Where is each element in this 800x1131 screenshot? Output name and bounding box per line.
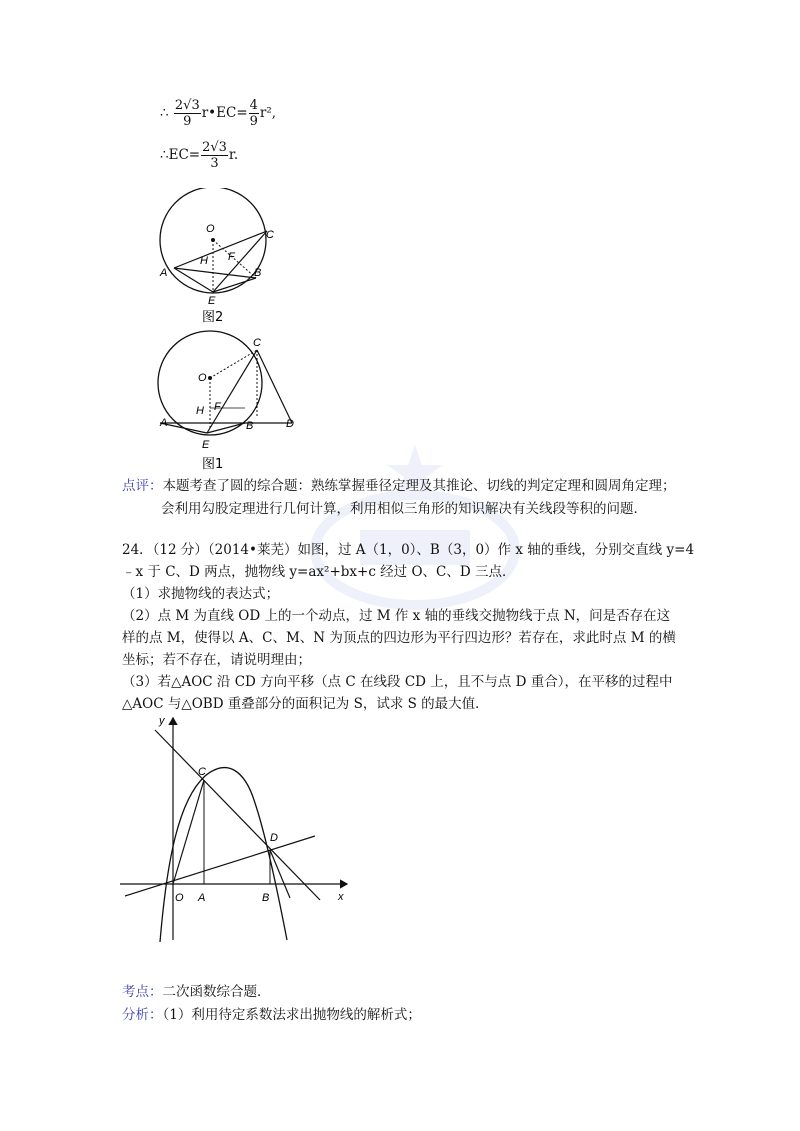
figure-1-caption: 图1 [202, 457, 224, 472]
problem-line-1: 24．（12 分）（2014•莱芜）如图，过 A（1，0）、B（3，0）作 x 轴的垂线，分别交直线 y=4 [122, 542, 695, 558]
question-2-line-3: 坐标；若不存在，请说明理由； [122, 652, 311, 668]
label-O: O [198, 372, 207, 384]
label-y: y [159, 715, 165, 727]
problem-line-2: ﹣x 于 C、D 两点，抛物线 y=ax²+bx+c 经过 O、C、D 三点． [122, 564, 516, 580]
label-O: O [175, 892, 184, 904]
label-C: C [198, 766, 206, 778]
label-D: D [270, 832, 278, 844]
label-H: H [196, 405, 204, 417]
label-E: E [202, 439, 210, 451]
label-B: B [246, 420, 254, 432]
fenxi-tag: 分析： [122, 1007, 163, 1023]
label-O: O [206, 223, 215, 235]
question-1: （1）求抛物线的表达式； [122, 586, 280, 602]
label-A: A [160, 267, 168, 279]
question-3-line-1: （3）若△AOC 沿 CD 方向平移（点 C 在线段 CD 上，且不与点 D 重合），在平移的过程中 [122, 674, 673, 690]
review-tag: 点评： [122, 478, 163, 494]
kaodian-tag: 考点： [122, 984, 163, 1000]
question-2-line-1: （2）点 M 为直线 OD 上的一个动点，过 M 作 x 轴的垂线交抛物线于点 N，问是否存在这 [122, 608, 671, 624]
label-C: C [253, 337, 261, 349]
watermark [300, 440, 530, 620]
label-B: B [254, 267, 262, 279]
label-B: B [262, 892, 270, 904]
fraction: $\frac{2√3}{9}$ [174, 98, 200, 129]
parabola-graph [115, 708, 365, 948]
label-D: D [286, 418, 294, 430]
question-2-line-2: 样的点 M，使得以 A、C、M、N 为顶点的四边形为平行四边形？若存在，求此时点 M 的横 [122, 630, 676, 646]
fenxi-line: 分析：（1）利用待定系数法求出抛物线的解析式； [122, 1007, 421, 1023]
label-H: H [200, 255, 208, 267]
review-line-2: 会利用勾股定理进行几何计算，利用相似三角形的知识解决有关线段等积的问题． [161, 501, 647, 517]
review-line-1: 点评：本题考查了圆的综合题：熟练掌握垂径定理及其推论、切线的判定定理和圆周角定理； [122, 478, 676, 494]
label-A: A [198, 892, 206, 904]
question-3-line-2: △AOC 与△OBD 重叠部分的面积记为 S，试求 S 的最大值． [122, 696, 489, 712]
kaodian-line: 考点：二次函数综合题． [122, 984, 271, 1000]
solution-line-1: ∴ $\frac{2√3}{9}$ r•EC= $\frac{4}{9}$ r², [160, 98, 277, 129]
label-x: x [338, 891, 344, 903]
label-A: A [160, 417, 168, 429]
fraction: $\frac{2√3}{3}$ [202, 140, 227, 171]
label-F: F [228, 251, 235, 263]
figure-2 [150, 188, 290, 323]
label-F: F [214, 401, 221, 413]
figure-1 [150, 328, 310, 473]
fraction: $\frac{4}{9}$ [249, 98, 258, 129]
label-E: E [208, 295, 216, 307]
parabola-curve [160, 768, 287, 942]
label-C: C [266, 229, 274, 241]
figure-2-caption: 图2 [202, 310, 224, 323]
line-cd [155, 730, 320, 900]
solution-line-2: ∴EC= $\frac{2√3}{3}$ r. [160, 140, 239, 171]
